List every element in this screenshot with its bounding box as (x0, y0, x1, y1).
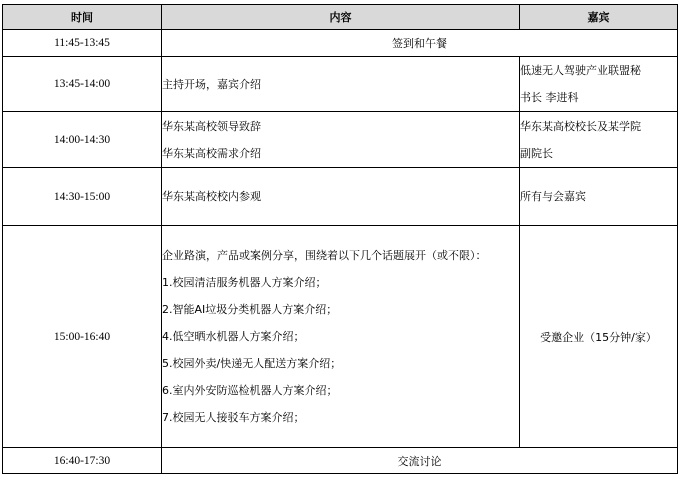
time-cell: 13:45-14:00 (3, 57, 162, 112)
content-line: 7.校园无人接驳车方案介绍； (162, 411, 305, 424)
time-cell: 14:00-14:30 (3, 112, 162, 168)
content-line: 1.校园清洁服务机器人方案介绍； (162, 276, 327, 289)
time-cell: 14:30-15:00 (3, 168, 162, 226)
content-line: 华东某高校校内参观 (162, 190, 261, 203)
content-line: 5.校园外卖/快递无人配送方案介绍； (162, 357, 342, 370)
guest-line: 所有与会嘉宾 (520, 190, 586, 203)
content-cell (162, 226, 520, 448)
time-cell: 15:00-16:40 (3, 226, 162, 448)
header-time: 时间 (3, 5, 162, 30)
header-guest: 嘉宾 (520, 5, 678, 30)
guest-cell (520, 112, 678, 168)
content-line: 2.智能AI垃圾分类机器人方案介绍； (162, 303, 338, 316)
content-line: 华东某高校需求介绍 (162, 146, 261, 160)
guest-line: 低速无人驾驶产业联盟秘 (520, 64, 641, 77)
content-cell (162, 112, 520, 168)
content-cell (162, 448, 678, 474)
content-line: 6.室内外安防巡检机器人方案介绍； (162, 384, 338, 397)
time-cell: 11:45-13:45 (3, 30, 162, 57)
table-row (3, 448, 678, 474)
content-line: 华东某高校领导致辞 (162, 119, 261, 133)
guest-line: 副院长 (520, 146, 553, 160)
content-cell (162, 30, 678, 57)
agenda-table (2, 4, 678, 474)
guest-line: 受邀企业（15分钟/家） (540, 330, 657, 344)
table-row (3, 112, 678, 168)
table-row (3, 168, 678, 226)
time-cell: 16:40-17:30 (3, 448, 162, 474)
header-content: 内容 (162, 5, 520, 30)
table-row (3, 57, 678, 112)
table-row (3, 226, 678, 448)
content-line: 交流讨论 (397, 454, 442, 468)
content-line: 企业路演，产品或案例分享，围绕着以下几个话题展开（或不限）： (162, 249, 487, 262)
content-line: 4.低空晒水机器人方案介绍； (162, 330, 305, 343)
content-cell (162, 57, 520, 112)
content-line: 主持开场，嘉宾介绍 (162, 77, 261, 91)
guest-cell (520, 226, 678, 448)
content-cell (162, 168, 520, 226)
guest-line: 书长 李进科 (520, 91, 579, 104)
table-row (3, 30, 678, 57)
content-line: 签到和午餐 (392, 37, 447, 50)
guest-line: 华东某高校校长及某学院 (520, 119, 641, 133)
header-row (3, 5, 678, 30)
guest-cell (520, 57, 678, 112)
guest-cell (520, 168, 678, 226)
